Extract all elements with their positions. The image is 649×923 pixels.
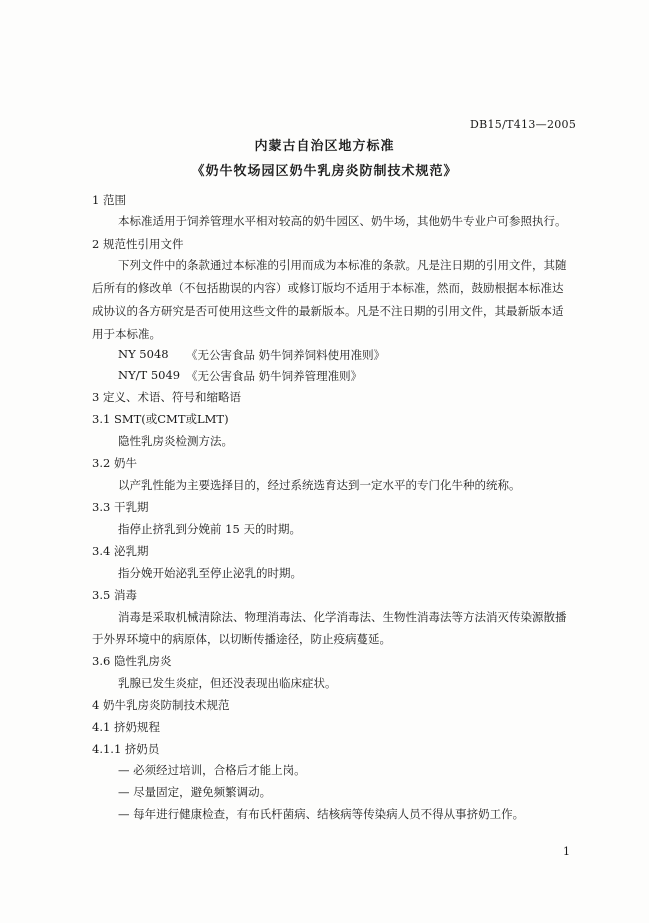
- subsection-heading-dairy-cow: 3.2 奶牛: [92, 456, 137, 470]
- paragraph-references-line1: 下列文件中的条款通过本标准的引用而成为本标准的条款。凡是注日期的引用文件，其随: [118, 258, 567, 272]
- paragraph-references-line3: 成协议的各方研究是否可使用这些文件的最新版本。凡是不注日期的引用文件，其最新版本适: [92, 304, 564, 318]
- subsection-heading-disinfection: 3.5 消毒: [92, 588, 137, 602]
- paragraph-subclinical-mastitis: 乳腺已发生炎症，但还没表现出临床症状。: [118, 676, 337, 690]
- subsection-heading-lactation: 3.4 泌乳期: [92, 544, 149, 558]
- paragraph-lactation: 指分娩开始泌乳至停止泌乳的时期。: [118, 566, 302, 580]
- list-item-milker-1: — 必须经过培训，合格后才能上岗。: [118, 763, 306, 777]
- paragraph-smt: 隐性乳房炎检测方法。: [118, 434, 233, 448]
- list-item-milker-2: — 尽量固定，避免频繁调动。: [118, 785, 272, 799]
- paragraph-dry-period: 指停止挤乳到分娩前 15 天的时期。: [118, 522, 301, 536]
- page-number: 1: [563, 845, 570, 858]
- reference-code-1: NY 5048: [118, 347, 169, 361]
- subsection-heading-subclinical-mastitis: 3.6 隐性乳房炎: [92, 654, 172, 668]
- paragraph-references-line2: 后所有的修改单（不包括勘误的内容）或修订版均不适用于本标准，然而，鼓励根据本标准达: [92, 281, 564, 295]
- section-heading-references: 2 规范性引用文件: [92, 237, 184, 251]
- paragraph-references-line4: 用于本标准。: [92, 327, 161, 341]
- paragraph-disinfection-line1: 消毒是采取机械清除法、物理消毒法、化学消毒法、生物性消毒法等方法消灭传染源散播: [118, 610, 567, 624]
- section-heading-scope: 1 范围: [92, 193, 126, 207]
- subsection-heading-milking-rules: 4.1 挤奶规程: [92, 720, 160, 734]
- subsection-heading-milker: 4.1.1 挤奶员: [92, 742, 160, 756]
- list-item-milker-3: — 每年进行健康检查，有布氏杆菌病、结核病等传染病人员不得从事挤奶工作。: [118, 807, 525, 821]
- reference-title-1: 《无公害食品 奶牛饲养饲料使用准则》: [186, 348, 386, 362]
- document-subtitle: 《奶牛牧场园区奶牛乳房炎防制技术规范》: [191, 164, 458, 179]
- subsection-heading-smt: 3.1 SMT(或CMT或LMT): [92, 412, 229, 426]
- section-heading-prevention: 4 奶牛乳房炎防制技术规范: [92, 698, 230, 712]
- paragraph-disinfection-line2: 于外界环境中的病原体，以切断传播途径，防止疫病蔓延。: [92, 632, 391, 646]
- section-heading-definitions: 3 定义、术语、符号和缩略语: [92, 390, 241, 404]
- reference-code-2: NY/T 5049: [118, 368, 181, 382]
- paragraph-scope: 本标准适用于饲养管理水平相对较高的奶牛园区、奶牛场，其他奶牛专业户可参照执行。: [118, 214, 567, 228]
- paragraph-dairy-cow: 以产乳性能为主要选择目的，经过系统选育达到一定水平的专门化牛种的统称。: [118, 478, 521, 492]
- subsection-heading-dry-period: 3.3 干乳期: [92, 500, 149, 514]
- reference-title-2: 《无公害食品 奶牛饲养管理准则》: [186, 369, 363, 383]
- document-title: 内蒙古自治区地方标准: [254, 139, 395, 154]
- document-id: DB15/T413—2005: [470, 118, 577, 131]
